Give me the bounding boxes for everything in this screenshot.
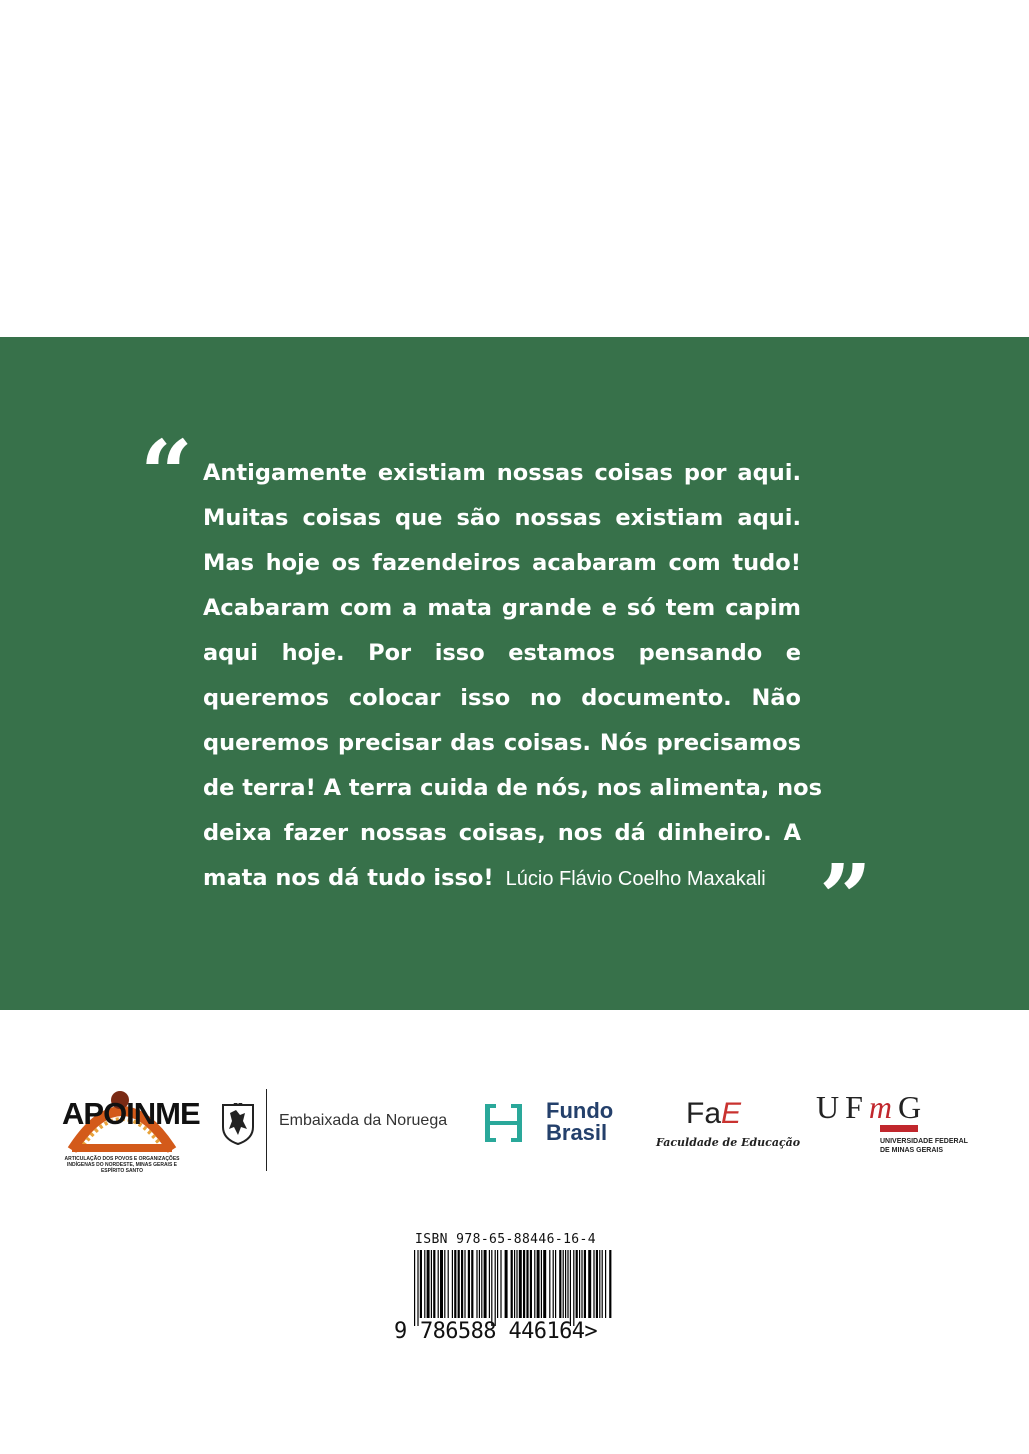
quote-line: aqui hoje. Por isso estamos pensando e: [203, 640, 801, 666]
norway-divider: [266, 1089, 267, 1171]
ufmg-subtitle-line: UNIVERSIDADE FEDERAL: [880, 1138, 968, 1145]
quote-line: queremos precisar das coisas. Nós precisamos: [203, 730, 801, 756]
fae-accent: E: [721, 1097, 742, 1130]
isbn-label: ISBN 978-65-88446-16-4: [415, 1232, 596, 1247]
quote-last-line: [203, 856, 801, 901]
fae-main: Fa: [686, 1097, 722, 1130]
ufmg-f: F: [845, 1089, 869, 1125]
isbn-first-digit: 9: [394, 1319, 408, 1344]
fae-wordmark: [686, 1098, 741, 1130]
quote-line: Mas hoje os fazendeiros acabaram com tudo!: [203, 550, 801, 576]
ufmg-u: U: [816, 1089, 846, 1125]
isbn-digits: 786588 446164>: [420, 1319, 598, 1344]
brasil-line: Brasil: [546, 1120, 608, 1145]
close-quote-mark: ”: [819, 844, 872, 952]
apoinme-wordmark: APOINME: [62, 1096, 200, 1131]
quote-text: [203, 451, 823, 901]
quote-line: deixa fazer nossas coisas, nos dá dinheiro. A: [203, 820, 801, 846]
quote-line: queremos colocar isso no documento. Não: [203, 685, 801, 711]
ufmg-red-bar: [880, 1125, 918, 1132]
apoinme-subtitle: ARTICULAÇÃO DOS POVOS E ORGANIZAÇÕES INDÍGENAS DO NORDESTE, MINAS GERAIS E ESPÍRITO SANTO: [64, 1156, 180, 1174]
fundo-line: Fundo: [546, 1098, 614, 1123]
quote-line: mata nos dá tudo isso!: [203, 865, 494, 891]
ufmg-subtitle: [880, 1137, 968, 1155]
ufmg-subtitle-line: DE MINAS GERAIS: [880, 1147, 944, 1154]
quote-author: Lúcio Flávio Coelho Maxakali: [505, 868, 766, 890]
fundo-brasil-icon: [483, 1102, 527, 1144]
ufmg-wordmark: [816, 1090, 927, 1124]
fundo-brasil-wordmark: [546, 1100, 613, 1144]
apoinme-logo: [62, 1078, 200, 1174]
quote-line: Acabaram com a mata grande e só tem capim: [203, 595, 801, 621]
quote-line: Antigamente existiam nossas coisas por aqui.: [203, 460, 801, 486]
isbn-barcode: [394, 1250, 626, 1326]
norway-embassy-label: Embaixada da Noruega: [279, 1112, 448, 1129]
quote-line: Muitas coisas que são nossas existiam aqui.: [203, 505, 801, 531]
quote-line: de terra! A terra cuida de nós, nos alimenta, nos: [203, 775, 823, 801]
fae-subtitle: Faculdade de Educação: [656, 1136, 801, 1149]
open-quote-mark: “: [140, 420, 193, 528]
norway-lion-crest-icon: [221, 1103, 255, 1145]
ufmg-m: m: [868, 1089, 899, 1125]
ufmg-g: G: [898, 1089, 928, 1125]
